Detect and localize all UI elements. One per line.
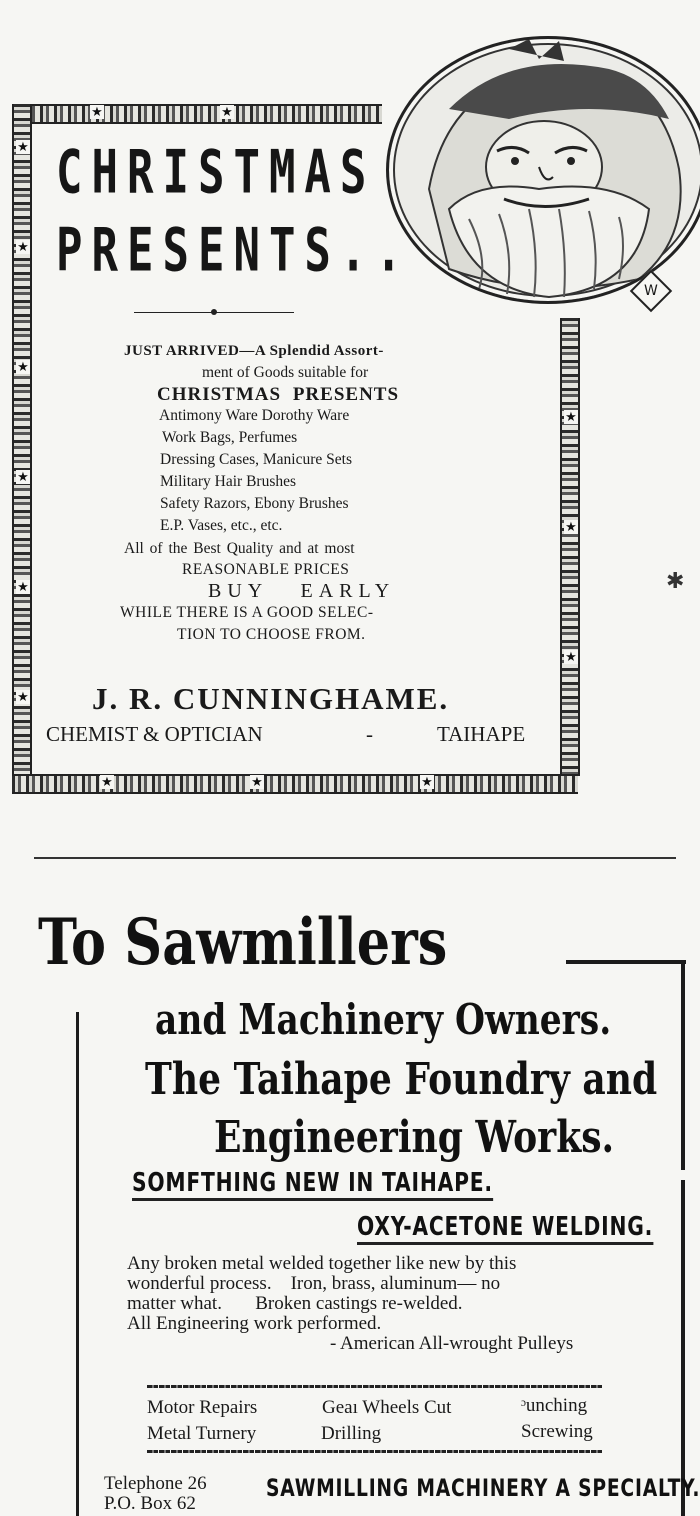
- ornamental-border-top: [12, 104, 382, 124]
- reasonable-prices: REASONABLE PRICES: [182, 561, 350, 578]
- service-screwing: Screwing: [521, 1421, 593, 1442]
- services-rule-bottom: [147, 1450, 603, 1453]
- star-icon: ★: [565, 519, 577, 534]
- star-icon: ★: [17, 139, 29, 154]
- quality-line: All of the Best Quality and at most: [124, 540, 355, 557]
- star-icon: ★: [91, 104, 103, 119]
- border-right-upper: [681, 960, 685, 1170]
- star-icon: ★: [251, 774, 263, 789]
- star-icon: ★: [17, 579, 29, 594]
- ornamental-border-bottom: [12, 774, 578, 794]
- star-icon: ★: [17, 469, 29, 484]
- service-heading: OXY-ACETONE WELDING.: [357, 1212, 653, 1245]
- merchant-town: TAIHAPE: [437, 722, 526, 746]
- tagline: SOMFTHING NEW IN TAIHAPE.: [132, 1168, 493, 1201]
- star-icon: ★: [17, 689, 29, 704]
- selection-line-2: TION TO CHOOSE FROM.: [177, 626, 366, 643]
- pulleys-line: - American All-wrought Pulleys: [330, 1333, 574, 1354]
- star-icon: ★: [565, 649, 577, 664]
- intro-line-2: ment of Goods suitable for: [202, 364, 369, 381]
- telephone: Telephone 26: [104, 1473, 207, 1494]
- intro-line-1: JUST ARRIVED—A Splendid Assort-: [124, 343, 384, 359]
- star-icon: ★: [565, 409, 577, 424]
- service-drilling: Drilling: [321, 1423, 382, 1444]
- headline-christmas: CHRISTMAS: [56, 138, 376, 208]
- item-line: E.P. Vases, etc., etc.: [160, 517, 283, 534]
- body-line: Any broken metal welded together like new by this: [127, 1253, 517, 1274]
- item-line: Work Bags, Perfumes: [162, 429, 298, 446]
- print-speck: ✱: [666, 568, 685, 593]
- body-line: All Engineering work performed.: [127, 1313, 382, 1334]
- merchant-trade: CHEMIST & OPTICIAN: [46, 722, 263, 746]
- item-line: Antimony Ware Dorothy Ware: [159, 407, 350, 424]
- santa-claus-illustration: [386, 36, 700, 304]
- service-punching: ᵓunching: [521, 1395, 588, 1416]
- item-line: Dressing Cases, Manicure Sets: [160, 451, 352, 468]
- subhead-christmas-presents: CHRISTMAS PRESENTS: [157, 384, 400, 405]
- star-icon: ★: [421, 774, 433, 789]
- po-box: P.O. Box 62: [104, 1493, 196, 1514]
- merchant-name: J. R. CUNNINGHAME.: [92, 681, 450, 716]
- artist-monogram-logo: W: [630, 270, 672, 312]
- border-right-lower: [681, 1180, 685, 1516]
- star-icon: ★: [221, 104, 233, 119]
- headline-presents: PRESENTS..: [56, 216, 411, 286]
- service-metal-turnery: Metal Turnery: [147, 1423, 257, 1444]
- ornamental-border-right: [560, 318, 580, 776]
- item-line: Safety Razors, Ebony Brushes: [160, 495, 349, 512]
- headline-taihape-foundry: The Taihape Foundry and: [145, 1054, 658, 1105]
- headline-to-sawmillers: To Sawmillers: [38, 905, 448, 980]
- specialty-line: SAWMILLING MACHINERY A SPECIALTY.: [266, 1474, 700, 1502]
- body-line: wonderful process. Iron, brass, aluminum— no: [127, 1273, 501, 1294]
- divider-dot: [211, 309, 217, 315]
- selection-line-1: WHILE THERE IS A GOOD SELEC-: [120, 604, 374, 621]
- star-icon: ★: [17, 239, 29, 254]
- body-line: matter what. Broken castings re-welded.: [127, 1293, 463, 1314]
- buy-early: BUY EARLY: [208, 580, 396, 602]
- star-icon: ★: [101, 774, 113, 789]
- border-top-right: [566, 960, 686, 964]
- star-icon: ★: [17, 359, 29, 374]
- headline-engineering-works: Engineering Works.: [214, 1112, 615, 1163]
- footer-dash: -: [366, 722, 373, 746]
- item-line: Military Hair Brushes: [160, 473, 297, 490]
- column-separator: [34, 857, 676, 859]
- services-rule-top: [147, 1385, 603, 1388]
- ornamental-border-left: [12, 104, 32, 776]
- service-motor-repairs: Motor Repairs: [147, 1397, 258, 1418]
- border-left: [76, 1012, 79, 1516]
- headline-machinery-owners: and Machinery Owners.: [155, 995, 612, 1044]
- service-gear-wheels: Geaı Wheels Cut: [322, 1397, 452, 1418]
